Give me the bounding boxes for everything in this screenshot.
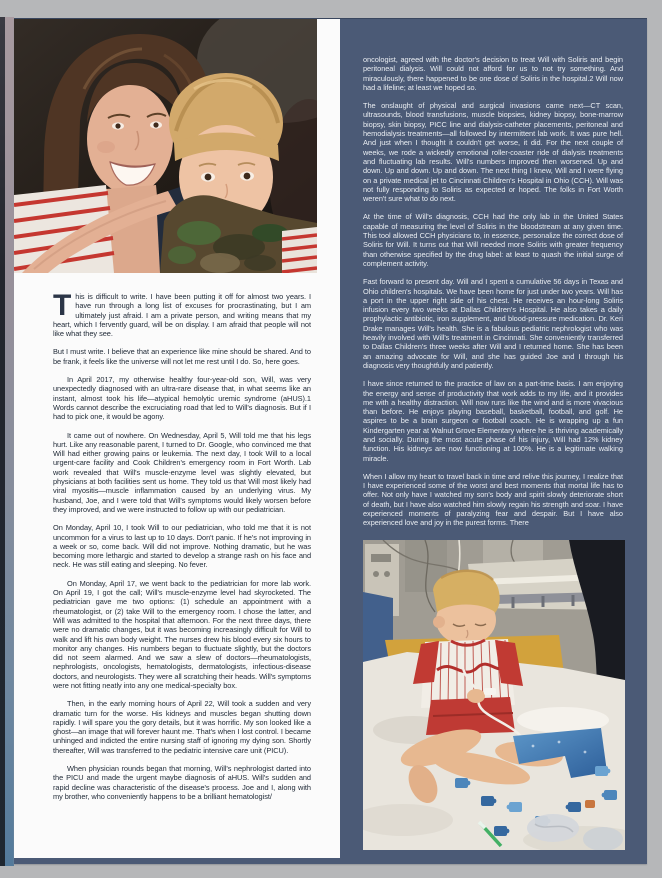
paragraph: But I must write. I believe that an experience like mine should be shared. And to be frank, it feels like the universe will not let me rest until I do. So, here goes. [53, 347, 311, 366]
paragraph: oncologist, agreed with the doctor's decision to treat Will with Soliris and begin peritoneal dialysis. Will could not afford for us to not try something. And miraculously, there happened to be one dose of Soliris in the hospital.2 Will now had a lifeline; at least we hoped so. [363, 55, 623, 92]
paragraph: The onslaught of physical and surgical invasions came next—CT scan, ultrasounds, blood transfusions, muscle biopsies, kidney biopsy, bone-marrow biopsy, skin biopsy, PICC line and dialysis-catheter placements, peritoneal and hemodialysis treatments—all followed by intermittent lab work. It was pure hell. And just when I thought it couldn't get worse, it did. For the next couple of weeks, we rode a wickedly emotional roller-coaster ride of dialysis treatments and fluctuating lab results. Will's numbers improved then worsened. Up and down. Up and down. Up and down. The next thing I knew, Will and I were flying on a private medical jet to Cincinnati Children's Hospital in Ohio (CCH). Will was not fully responding to Soliris as expected or hoped. The folks in Fort Worth weren't sure what to do next. [363, 101, 623, 204]
mother-and-son-illustration [14, 19, 317, 273]
paragraph: At the time of Will's diagnosis, CCH had the only lab in the United States capable of measuring the level of Soliris in the bloodstream at any given time. This tool allowed CCH physicians to, in essence, personalize the correct dose of Soliris for Will. It turns out that Will needed more Soliris with greater frequency than otherwise specified by the drug label: at least to quash the initial surge of complement activity. [363, 212, 623, 268]
paragraph: When I allow my heart to travel back in time and relive this journey, I realize that I have experienced some of the worst and best moments that mortal life has to offer. Not only have I watched my son's body and spirit slowly deteriorate short of death, but I have also watched him slowly regain his strength and soar. I have experienced moments of paralyzing fear and despair. But I have also experienced love and joy in the purest forms. There [363, 471, 623, 528]
paragraph: Then, in the early morning hours of April 22, Will took a sudden and very dramatic turn for the worse. His kidneys and muscles began shutting down rapidly. I will spare you the gory details, but it was horrific. My son looked like a ghost—an image that will forever haunt me. That's when I lost control. I became unhinged and indicted the entire nursing staff of ignoring my dying son. Shortly thereafter, Will was transferred to the pediatric intensive care unit (PICU). [53, 699, 311, 755]
paragraph: When physician rounds began that morning, Will's nephrologist darted into the PICU and made the urgent maybe diagnosis of aHUS. Will's sudden and rapid decline was characteristic of the disease's process. Joe and I, along with my brother, who conveniently happens to be a brilliant hematologist/ [53, 764, 311, 801]
paragraph: I have since returned to the practice of law on a part-time basis. I am enjoying the energy and sense of productivity that work adds to my life, and it provides me with a healthy distraction. Will now runs like the wind and is more vivacious than before. He enjoys playing baseball, basketball, football, and golf. He aspires to be a brain surgeon or football coach. He is wrapping up a fun Kindergarten year at Walnut Grove Elementary where he is thriving academically and socially. During the most acute phase of his injury, Will had 12% kidney function. His kidneys are now functioning at 100%. He is a legitimate walking miracle. [363, 379, 623, 463]
article-left-column [53, 289, 311, 810]
photo-mother-and-son [14, 19, 317, 273]
paragraph: Fast forward to present day. Will and I spent a cumulative 56 days in Texas and Ohio children's hospitals. We have been home for just under two years. Will has a port in the upper right side of his chest. He receives an hour-long Soliris infusion every two weeks at Dallas Children's Hospital. He also takes a daily prophylactic antibiotic, iron supplement, and blood-pressure medication. Dr. Keri Drake manages Will's health. She is a fabulous pediatric nephrologist who was heavily involved with Will's treatment in Cincinnati. She conveniently transferred to Dallas Children's three weeks after Will and I returned home. She has been an amazing advocate for Will, and she has guided Joe and I through his diagnosis very thoughtfully and patiently. [363, 277, 623, 370]
drop-cap: T [53, 289, 72, 322]
paragraph-text: his is difficult to write. I have been putting it off for almost two years. I have run through a long list of excuses for procrastinating, but I am ultimately just afraid. I am a private person, and writing means that my heart, which I fervently guard, will be on display. I am afraid that people will not like what they see. [53, 292, 311, 339]
paragraph [53, 289, 311, 339]
paragraph: On Monday, April 10, I took Will to our pediatrician, who told me that it is not uncommon for a virus to last up to 10 days. Don't panic. If he's not improving in a week or so, come back. Will did not improve. Nothing dramatic, but he was becoming more lethargic and started to develop a strange rash on his face and neck. He was still eating and sleeping. No fever. [53, 523, 311, 570]
article-right-column [363, 55, 623, 537]
magazine-page [14, 18, 647, 864]
paragraph: It came out of nowhere. On Wednesday, April 5, Will told me that his legs hurt. Like any reasonable parent, I turned to Dr. Google, who convinced me that Will had either growing pains or leukemia. The next day, I took Will to a local urgent-care facility and Cook Children's emergency room in Fort Worth. Lab work revealed that Will's muscle-enzyme level was slightly elevated, but physicians at both facilities sent us home. They told us that Will most likely had viral myositis—muscle inflammation caused by an underlying virus. My husband, Joe, and I were told that Will's symptoms would likely worsen before they improved, and we were instructed to follow up with our pediatrician. [53, 430, 311, 514]
hospital-puzzle-illustration [363, 540, 625, 850]
photo-hospital-puzzle [363, 540, 625, 850]
paragraph: On Monday, April 17, we went back to the pediatrician for more lab work. On April 19, I got the call; Will's muscle-enzyme level had skyrocketed. The pediatrician gave me two options: (1) schedule an appointment with a rheumatologist, or (2) take Will to the emergency room. I chose the latter, and Will was admitted to the hospital that afternoon. For the next three days, there were no dramatic changes, but it was becoming increasingly difficult for Will to walk and lift his own body weight. The nurses drew his blood every six hours to monitor any changes. His numbers began to fluctuate slightly, but the doctors did not seem alarmed. And we saw a slew of doctors—rheumatologists, nephrologists, oncologists, hematologists, dermatologists, infectious-disease doctors, and neurologists. They were all scratching their heads. Will's symptoms were not fitting neatly into any one medical-specialty box. [53, 578, 311, 690]
paragraph: In April 2017, my otherwise healthy four-year-old son, Will, was very unexpectedly diagnosed with an ultra-rare disease that, in what seems like an instant, almost took his life—atypical hemolytic uremic syndrome (aHUS).1 Words cannot describe the excruciating road that led to Will's diagnosis. But if I had to pick one, it would be agony. [53, 375, 311, 422]
left-column-panel [14, 19, 340, 858]
adjacent-page-edge [5, 17, 14, 866]
